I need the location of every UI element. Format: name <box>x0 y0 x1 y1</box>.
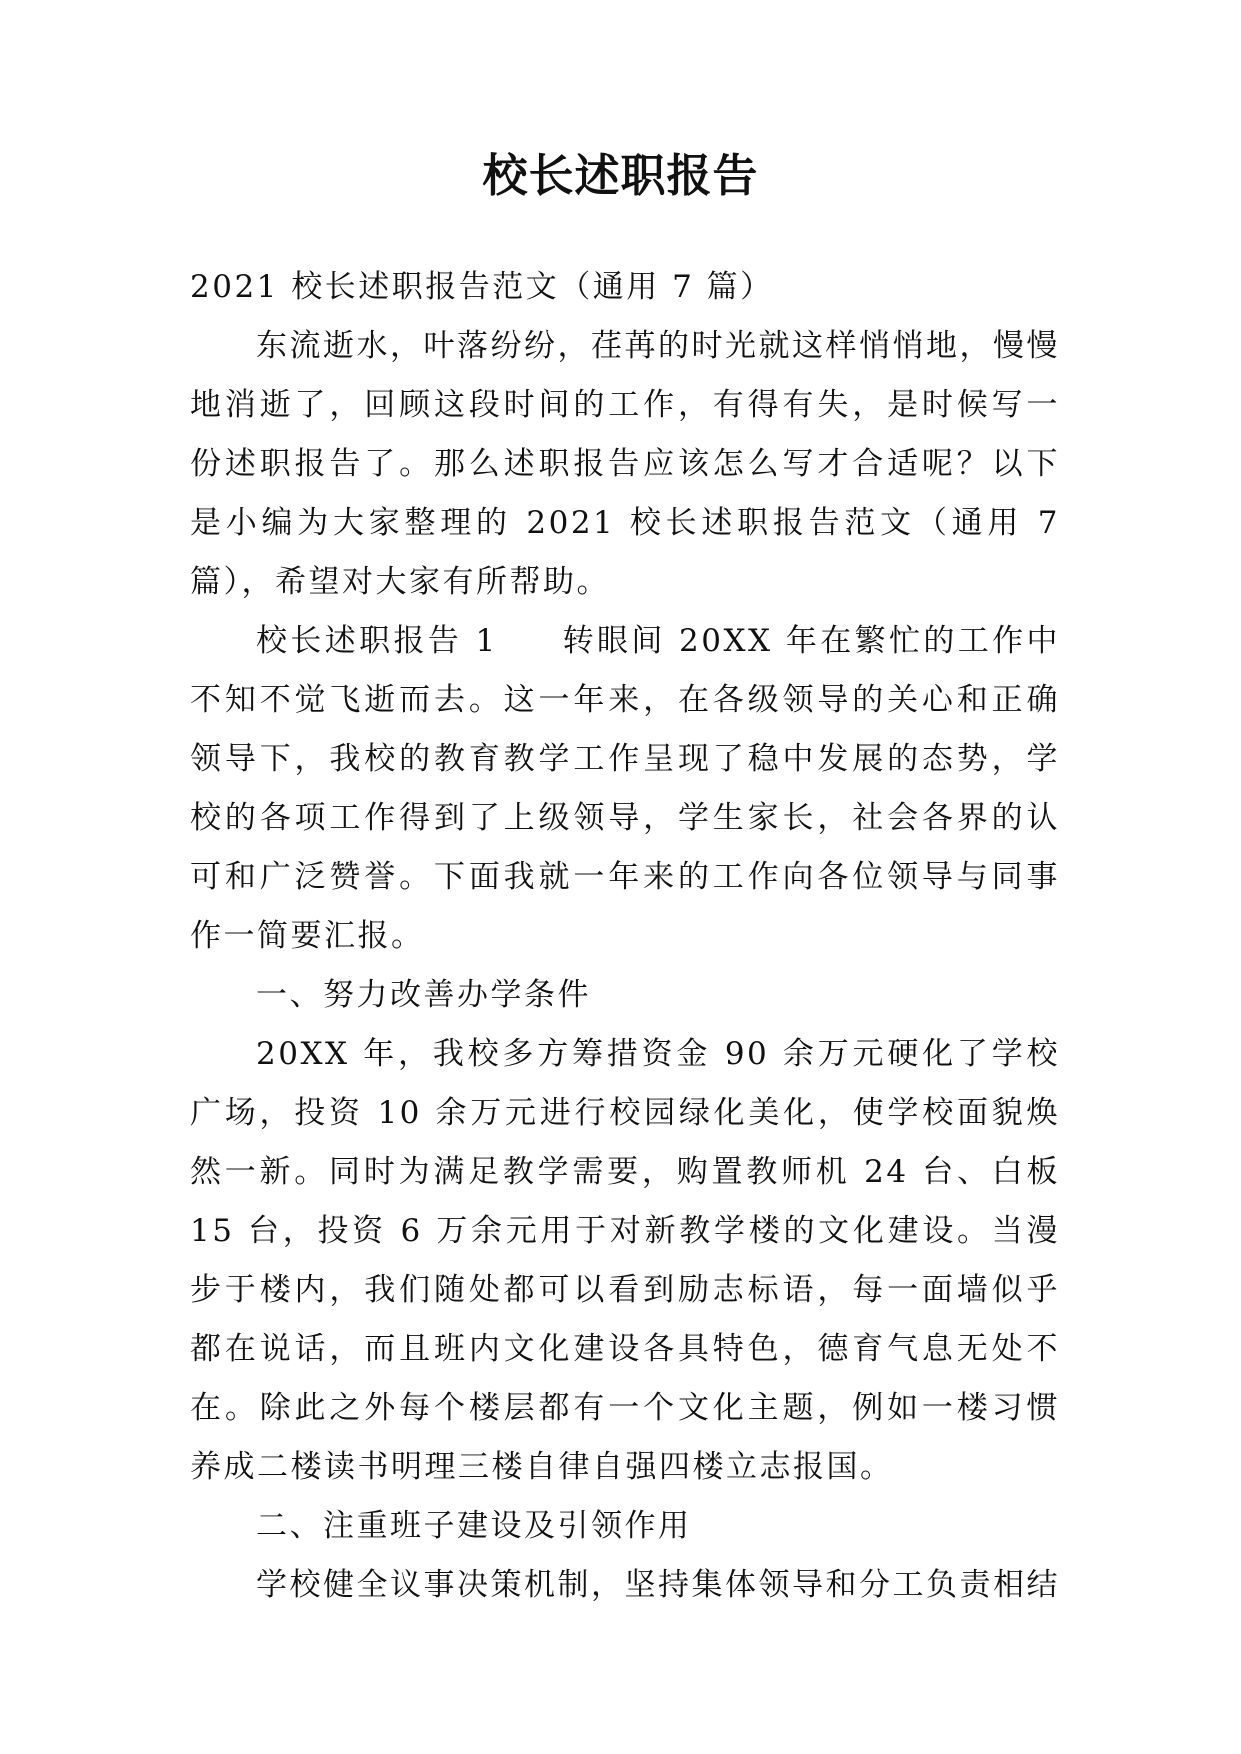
intro-paragraph: 东流逝水，叶落纷纷，荏苒的时光就这样悄悄地，慢慢地消逝了，回顾这段时间的工作，有得有失，是时候写一份述职报告了。那么述职报告应该怎么写才合适呢？以下是小编为大家整理的 2021 校长述职报告范文（通用 7 篇），希望对大家有所帮助。 <box>190 328 1060 600</box>
section-2-heading: 二、注重班子建设及引领作用 <box>256 1508 692 1544</box>
section-1-heading: 一、努力改善办学条件 <box>256 977 591 1013</box>
section-1-paragraph: 20XX 年，我校多方筹措资金 90 余万元硬化了学校广场，投资 10 余万元进行校园绿化美化，使学校面貌焕然一新。同时为满足教学需要，购置教师机 24 台、白板 15 台，投资 6 万余元用于对新教学楼的文化建设。当漫步于楼内，我们随处都可以看到励志标语，每一面墙似乎都在说话，而且班内文化建设各具特色，德育气息无处不在。除此之外每个楼层都有一个文化主题，例如一楼习惯养成二楼读书明理三楼自律自强四楼立志报国。 <box>190 1036 1060 1485</box>
report-1-text: 转眼间 20XX 年在繁忙的工作中不知不觉飞逝而去。这一年来，在各级领导的关心和正确领导下，我校的教育教学工作呈现了稳中发展的态势，学校的各项工作得到了上级领导，学生家长，社会各界的认可和广泛赞誉。下面我就一年来的工作向各位领导与同事作一简要汇报。 <box>190 623 1060 954</box>
report-1-paragraph <box>190 612 1060 966</box>
document-title: 校长述职报告 <box>482 149 759 202</box>
section-2-paragraph: 学校健全议事决策机制，坚持集体领导和分工负责相结 <box>256 1567 1060 1603</box>
document-subtitle: 2021 校长述职报告范文（通用 7 篇） <box>190 269 774 305</box>
document-body <box>190 258 1060 1615</box>
report-1-label: 校长述职报告 1 <box>256 623 498 659</box>
